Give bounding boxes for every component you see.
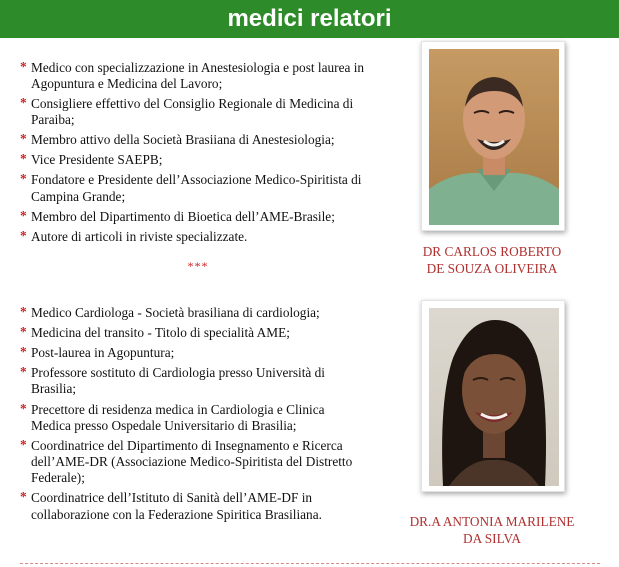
list-item: * Fondatore e Presidente dell’Associazione Medico-Spiritista di Campina Grande; <box>20 171 362 204</box>
bullet-star: * <box>20 436 27 452</box>
portrait-man-image <box>429 49 559 225</box>
caption-name-line: DR CARLOS ROBERTO <box>422 244 562 259</box>
bullet-star: * <box>20 364 27 380</box>
bullet-star: * <box>20 227 27 243</box>
photo-carlos <box>421 41 565 231</box>
list-item: * Membro del Dipartimento di Bioetica dell’AME-Brasile; <box>20 207 335 224</box>
list-item: * Vice Presidente SAEPB; <box>20 151 163 168</box>
bullet-star: * <box>20 171 27 187</box>
portrait-woman-image <box>429 308 559 486</box>
bio-list-antonia <box>20 305 365 527</box>
footer-divider <box>20 563 600 564</box>
bio-list-carlos <box>20 60 365 249</box>
list-item: * Consigliere effettivo del Consiglio Regionale di Medicina di Paraiba; <box>20 95 354 128</box>
page-title: medici relatori <box>227 5 392 32</box>
bullet-star: * <box>20 489 27 505</box>
bullet-star: * <box>20 59 27 74</box>
list-item: * Precettore di residenza medica in Cardiologia e Clinica Medica presso Ospedale Universitario di Brasilia; <box>20 400 325 433</box>
bullet-star: * <box>20 344 27 360</box>
bullet-star: * <box>20 95 27 111</box>
bullet-star: * <box>20 324 27 340</box>
section-separator: *** <box>187 259 209 273</box>
list-item: * Coordinatrice dell’Istituto di Sanità dell’AME-DF in collaborazione con la Federazione Spiritica Brasiliana. <box>20 489 322 522</box>
caption-carlos <box>392 244 592 277</box>
caption-antonia <box>392 514 592 547</box>
list-item: * Coordinatrice del Dipartimento di Insegnamento e Ricerca dell’AME-DR (Associazione Medico-Spiritista del Distretto Federale); <box>20 436 353 486</box>
list-item: * Membro attivo della Società Brasiiana di Anestesiologia; <box>20 131 335 148</box>
bullet-star: * <box>20 151 27 167</box>
list-item: * Professore sostituto di Cardiologia presso Università di Brasilia; <box>20 364 325 397</box>
photo-antonia <box>421 300 565 492</box>
caption-name-line: DA SILVA <box>462 530 521 546</box>
bullet-star: * <box>20 400 27 416</box>
bullet-star: * <box>20 304 27 319</box>
bullet-star: * <box>20 207 27 223</box>
list-item: * Post-laurea in Agopuntura; <box>20 344 175 361</box>
bullet-star: * <box>20 131 27 147</box>
list-item: * Medicina del transito - Titolo di specialità AME; <box>20 324 290 341</box>
list-item: * Medico con specializzazione in Anestesiologia e post laurea in Agopuntura e Medicina del Lavoro; <box>20 59 365 92</box>
caption-name-line: DE SOUZA OLIVEIRA <box>426 260 558 276</box>
list-item: * Autore di articoli in riviste specializzate. <box>20 227 248 244</box>
caption-name-line: DR.A ANTONIA MARILENE <box>409 514 575 529</box>
page-header <box>0 0 619 38</box>
list-item: * Medico Cardiologa - Società brasiliana di cardiologia; <box>20 304 320 320</box>
